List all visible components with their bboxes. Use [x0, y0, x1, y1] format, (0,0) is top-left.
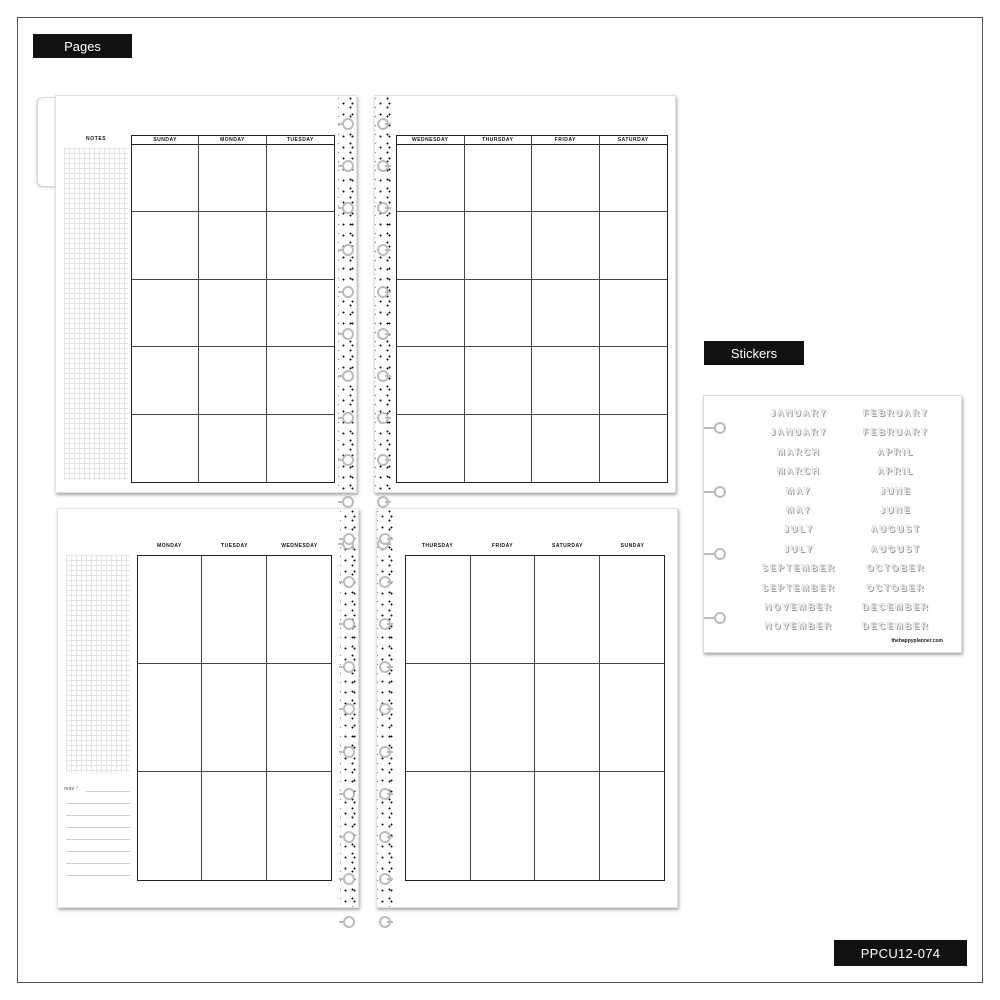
day-header: SATURDAY — [552, 543, 583, 549]
binder-ring-stem — [339, 878, 345, 880]
calendar-cell[interactable] — [397, 145, 465, 212]
binder-ring-stem — [385, 249, 391, 251]
notes-grid — [64, 148, 128, 480]
month-sticker[interactable]: SEPTEMBER — [761, 582, 836, 593]
stickers-heading: Stickers — [704, 341, 804, 365]
note-line — [66, 863, 130, 864]
month-sticker[interactable]: AUGUST — [871, 524, 921, 535]
note-line — [66, 815, 130, 816]
week-cell[interactable] — [202, 556, 266, 664]
week-cell[interactable] — [138, 556, 202, 664]
binder-ring-stem — [338, 291, 344, 293]
week-cell[interactable] — [471, 664, 536, 772]
day-header: THURSDAY — [421, 543, 454, 549]
note-line — [86, 791, 130, 792]
calendar-cell[interactable] — [465, 415, 533, 482]
week-cell[interactable] — [471, 772, 536, 880]
monthly-right-calendar — [396, 135, 668, 483]
weekly-right-page — [376, 508, 678, 908]
calendar-cell[interactable] — [267, 280, 334, 347]
note-line — [66, 803, 130, 804]
calendar-cell[interactable] — [465, 347, 533, 414]
calendar-cell[interactable] — [600, 415, 668, 482]
calendar-cell[interactable] — [199, 347, 266, 414]
week-cell[interactable] — [202, 772, 266, 880]
binder-ring-stem — [338, 375, 344, 377]
binder-ring-stem — [385, 165, 391, 167]
day-header: SATURDAY — [600, 136, 668, 145]
binder-ring-stem — [387, 878, 393, 880]
month-sticker[interactable]: JULY — [783, 543, 815, 554]
note-line — [66, 827, 130, 828]
calendar-cell[interactable] — [532, 280, 600, 347]
binder-ring-stem — [387, 623, 393, 625]
month-sticker[interactable]: MAY — [786, 505, 812, 515]
day-header: MONDAY — [157, 543, 182, 549]
month-sticker[interactable]: APRIL — [877, 446, 915, 457]
month-sticker[interactable]: FEBRUARY — [863, 408, 929, 418]
binder-ring-stem — [339, 538, 345, 540]
calendar-cell[interactable] — [267, 347, 334, 414]
week-cell[interactable] — [267, 556, 331, 664]
binder-ring-stem — [385, 501, 391, 503]
month-sticker[interactable]: MAY — [786, 485, 812, 496]
binder-ring-stem — [387, 581, 393, 583]
binder-ring-stem — [339, 751, 345, 753]
monthly-right-page — [374, 95, 676, 493]
binder-ring-stem — [339, 793, 345, 795]
calendar-cell[interactable] — [199, 145, 266, 212]
calendar-cell[interactable] — [397, 280, 465, 347]
week-cell[interactable] — [138, 664, 202, 772]
calendar-cell[interactable] — [132, 347, 199, 414]
binder-ring-stem — [338, 165, 344, 167]
calendar-cell[interactable] — [600, 145, 668, 212]
week-cell[interactable] — [267, 772, 331, 880]
binder-ring-stem — [338, 543, 344, 545]
calendar-cell[interactable] — [600, 347, 668, 414]
calendar-cell[interactable] — [397, 212, 465, 279]
binder-ring-stem — [387, 921, 393, 923]
day-header: FRIDAY — [532, 136, 600, 145]
binder-ring-stem — [385, 291, 391, 293]
note-line — [66, 839, 130, 840]
week-cell[interactable] — [406, 772, 471, 880]
month-sticker[interactable]: OCTOBER — [866, 582, 926, 593]
binder-ring-stem — [338, 459, 344, 461]
day-header: MONDAY — [199, 136, 266, 145]
calendar-cell[interactable] — [132, 145, 199, 212]
week-cell[interactable] — [600, 664, 665, 772]
week-cell[interactable] — [138, 772, 202, 880]
binder-ring-stem — [704, 427, 716, 429]
day-header: FRIDAY — [491, 543, 514, 549]
calendar-cell[interactable] — [397, 415, 465, 482]
week-cell[interactable] — [535, 664, 600, 772]
monthly-left-page — [55, 95, 357, 493]
binder-ring-stem — [339, 836, 345, 838]
binder-ring-stem — [387, 708, 393, 710]
week-cell[interactable] — [600, 772, 665, 880]
notes-label: NOTES — [86, 136, 107, 142]
binder-ring-stem — [387, 836, 393, 838]
binder-ring-stem — [338, 333, 344, 335]
weekly-left-grid — [137, 555, 332, 881]
calendar-cell[interactable] — [267, 145, 334, 212]
month-sticker[interactable]: OCTOBER — [866, 563, 926, 574]
binder-ring-stem — [338, 207, 344, 209]
day-header: TUESDAY — [267, 136, 334, 145]
week-cell[interactable] — [406, 664, 471, 772]
calendar-cell[interactable] — [132, 212, 199, 279]
calendar-cell[interactable] — [267, 212, 334, 279]
week-cell[interactable] — [202, 664, 266, 772]
week-cell[interactable] — [535, 772, 600, 880]
calendar-cell[interactable] — [465, 280, 533, 347]
calendar-cell[interactable] — [532, 347, 600, 414]
binder-ring-stem — [338, 417, 344, 419]
calendar-cell[interactable] — [132, 415, 199, 482]
calendar-cell[interactable] — [600, 280, 668, 347]
month-sticker[interactable]: DECEMBER — [862, 602, 930, 612]
binder-ring-stem — [704, 617, 716, 619]
binder-ring-stem — [339, 708, 345, 710]
binder-ring-stem — [385, 333, 391, 335]
pages-heading: Pages — [33, 34, 132, 58]
month-sticker[interactable]: AUGUST — [871, 543, 921, 554]
weekly-right-grid — [405, 555, 665, 881]
day-header: SUNDAY — [620, 543, 645, 549]
binder-ring-stem — [385, 459, 391, 461]
month-sticker[interactable]: JANUARY — [770, 427, 828, 438]
brand-url: thehappyplanner.com — [891, 638, 943, 644]
monthly-left-calendar — [131, 135, 335, 483]
month-sticker[interactable]: SEPTEMBER — [761, 563, 836, 574]
binder-ring-stem — [339, 921, 345, 923]
day-header: THURSDAY — [465, 136, 533, 145]
month-sticker[interactable]: MARCH — [777, 466, 821, 477]
product-code-badge: PPCU12-074 — [834, 940, 967, 966]
week-cell[interactable] — [406, 556, 471, 664]
calendar-cell[interactable] — [600, 212, 668, 279]
binder-ring-stem — [387, 793, 393, 795]
month-sticker[interactable]: JULY — [783, 524, 815, 535]
month-sticker[interactable]: DECEMBER — [862, 621, 930, 632]
month-sticker[interactable]: APRIL — [877, 466, 915, 477]
note-line — [66, 875, 130, 876]
month-sticker[interactable]: MARCH — [777, 446, 821, 457]
month-sticker[interactable]: NOVEMBER — [764, 621, 833, 632]
binder-ring-stem — [385, 375, 391, 377]
weekly-left-page — [57, 508, 359, 908]
day-header: WEDNESDAY — [397, 136, 465, 145]
calendar-cell[interactable] — [532, 415, 600, 482]
binder-ring-stem — [338, 123, 344, 125]
day-header: SUNDAY — [132, 136, 199, 145]
binder-ring-stem — [338, 501, 344, 503]
sticker-sheet — [703, 395, 962, 653]
calendar-cell[interactable] — [532, 145, 600, 212]
calendar-cell[interactable] — [267, 415, 334, 482]
binder-ring-stem — [385, 123, 391, 125]
calendar-cell[interactable] — [465, 212, 533, 279]
week-cell[interactable] — [600, 556, 665, 664]
month-sticker[interactable]: JANUARY — [770, 408, 828, 418]
binder-ring-stem — [339, 666, 345, 668]
binder-ring-stem — [339, 581, 345, 583]
day-header: TUESDAY — [221, 543, 248, 549]
calendar-cell[interactable] — [199, 415, 266, 482]
note-label: note / — [64, 786, 78, 792]
binder-ring-stem — [704, 491, 716, 493]
day-header: WEDNESDAY — [281, 543, 318, 549]
week-cell[interactable] — [267, 664, 331, 772]
calendar-cell[interactable] — [199, 212, 266, 279]
month-sticker[interactable]: JUNE — [879, 485, 912, 496]
month-sticker[interactable]: FEBRUARY — [863, 427, 929, 438]
notes-grid — [66, 555, 130, 773]
calendar-cell[interactable] — [199, 280, 266, 347]
note-line — [66, 851, 130, 852]
calendar-cell[interactable] — [132, 280, 199, 347]
binder-ring-stem — [387, 751, 393, 753]
calendar-cell[interactable] — [532, 212, 600, 279]
binder-ring-stem — [387, 538, 393, 540]
week-cell[interactable] — [471, 556, 536, 664]
binder-ring-stem — [387, 666, 393, 668]
month-sticker[interactable]: JUNE — [879, 505, 912, 515]
binder-ring-stem — [704, 553, 716, 555]
calendar-cell[interactable] — [397, 347, 465, 414]
binder-ring-stem — [385, 417, 391, 419]
month-sticker[interactable]: NOVEMBER — [764, 602, 833, 612]
binder-ring-stem — [338, 249, 344, 251]
week-cell[interactable] — [535, 556, 600, 664]
calendar-cell[interactable] — [465, 145, 533, 212]
binder-ring-stem — [339, 623, 345, 625]
binder-ring-stem — [385, 207, 391, 209]
